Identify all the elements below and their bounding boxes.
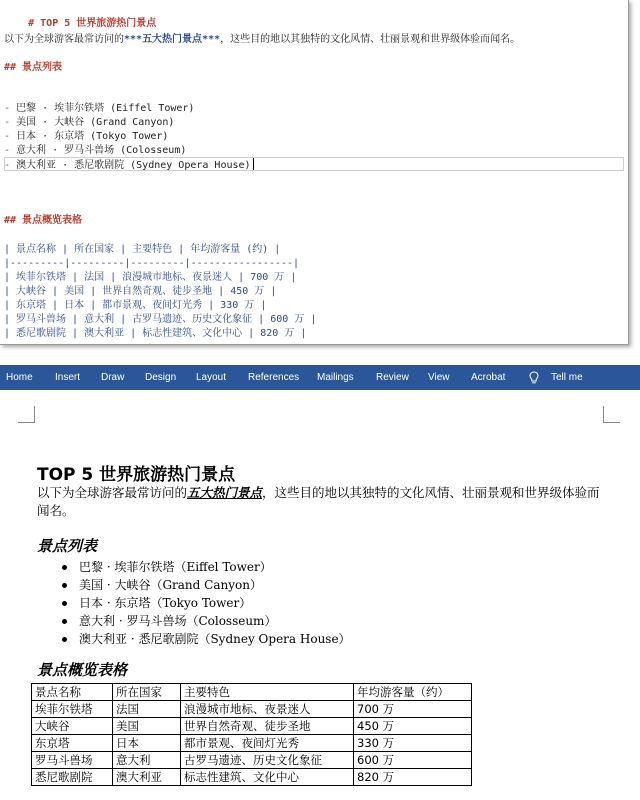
md-h1-mark: # [28,18,35,29]
list-item-text: 美国 · 大峡谷（Grand Canyon） [79,578,262,592]
table-row [32,752,472,769]
table-cell[interactable]: 美国 [113,718,181,735]
md-table-line[interactable]: | 东京塔 | 日本 | 都市景观、夜间灯光秀 | 330 万 | [4,300,267,311]
doc-intro-bold: 五大热门景点 [187,485,263,500]
crop-mark [34,406,35,423]
md-table-line[interactable]: | 罗马斗兽场 | 意大利 | 古罗马遗迹、历史文化象征 | 600 万 | [4,314,317,325]
tab-view[interactable]: View [428,372,450,383]
md-list-item[interactable] [4,102,194,115]
table-cell[interactable]: 浪漫城市地标、夜景迷人 [181,701,354,718]
table-cell[interactable]: 法国 [113,701,181,718]
doc-bullet-list [62,558,351,648]
table-cell[interactable]: 600 万 [354,752,472,769]
table-cell[interactable]: 澳大利亚 [113,769,181,786]
doc-title[interactable]: TOP 5 世界旅游热门景点 [37,465,236,485]
table-cell[interactable]: 古罗马遗迹、历史文化象征 [181,752,354,769]
doc-heading-list[interactable]: 景点列表 [37,537,98,555]
tab-home[interactable]: Home [6,372,33,383]
md-intro-before: 以下为全球游客最常访问的 [4,34,124,45]
list-item[interactable] [62,558,351,576]
md-list-text: 日本 · 东京塔 (Tokyo Tower) [16,131,169,142]
md-dash: - [4,103,11,114]
markdown-editor[interactable] [0,0,629,345]
tab-review[interactable]: Review [376,372,409,383]
table-cell[interactable]: 都市景观、夜间灯光秀 [181,735,354,752]
list-item[interactable] [62,594,351,612]
table-header-cell[interactable]: 所在国家 [113,684,181,701]
table-cell[interactable]: 意大利 [113,752,181,769]
tab-mailings[interactable]: Mailings [317,372,354,383]
tab-insert[interactable]: Insert [55,372,81,383]
table-cell[interactable]: 日本 [113,735,181,752]
bullet-icon [62,637,67,642]
md-list-text: 美国 · 大峡谷 (Grand Canyon) [16,117,175,128]
md-dash: - [4,160,11,171]
md-list-text: 澳大利亚 · 悉尼歌剧院 (Sydney Opera House) [16,160,251,171]
table-cell[interactable]: 大峡谷 [32,718,113,735]
tab-layout[interactable]: Layout [196,372,227,383]
tab-acrobat[interactable]: Acrobat [471,372,506,383]
doc-intro-before: 以下为全球游客最常访问的 [37,485,188,500]
table-cell[interactable]: 东京塔 [32,735,113,752]
table-cell[interactable]: 埃菲尔铁塔 [32,701,113,718]
md-intro-after: ，这些目的地以其独特的文化风情、壮丽景观和世界级体验而闻名。 [220,34,521,45]
crop-mark [18,422,35,423]
table-cell[interactable]: 标志性建筑、文化中心 [181,769,354,786]
bullet-icon [62,619,67,624]
md-list-item[interactable] [4,130,168,143]
md-bold-text: 五大热门景点 [142,34,203,45]
table-row [32,769,472,786]
doc-table [31,683,472,786]
table-header-row [32,684,472,701]
md-dash: - [4,131,11,142]
md-bold-close: *** [202,34,221,45]
list-item[interactable] [62,630,351,648]
table-cell[interactable]: 330 万 [354,735,472,752]
table-header-cell[interactable]: 景点名称 [32,684,113,701]
crop-mark [603,422,620,423]
doc-heading-table[interactable]: 景点概览表格 [37,661,128,679]
md-table-line[interactable]: | 悉尼歌剧院 | 澳大利亚 | 标志性建筑、文化中心 | 820 万 | [4,328,307,339]
md-intro-line[interactable] [4,33,520,46]
tab-design[interactable]: Design [145,372,177,383]
text-caret [253,158,254,170]
list-item-text: 日本 · 东京塔（Tokyo Tower） [79,596,252,610]
table-cell[interactable]: 700 万 [354,701,472,718]
word-window [0,365,640,800]
tab-draw[interactable]: Draw [101,372,125,383]
md-list-item[interactable] [4,144,186,157]
md-list-item[interactable] [4,158,254,172]
list-item-text: 意大利 · 罗马斗兽场（Colosseum） [79,614,277,628]
doc-intro-paragraph[interactable] [37,484,607,520]
table-header-cell[interactable]: 主要特色 [181,684,354,701]
table-row [32,701,472,718]
list-item[interactable] [62,576,351,594]
md-bold-open: *** [124,34,143,45]
md-h1-text: TOP 5 世界旅游热门景点 [40,18,157,29]
table-header-cell[interactable]: 年均游客量（约） [354,684,472,701]
md-table-line[interactable]: |---------|---------|---------|-----------------| [4,258,300,269]
table-cell[interactable]: 820 万 [354,769,472,786]
tell-me-search[interactable]: Tell me [551,372,583,383]
list-item-text: 巴黎 · 埃菲尔铁塔（Eiffel Tower） [79,560,272,574]
md-table-line[interactable]: | 埃菲尔铁塔 | 法国 | 浪漫城市地标、夜景迷人 | 700 万 | [4,272,297,283]
table-cell[interactable]: 悉尼歌剧院 [32,769,113,786]
md-h2-list[interactable]: ## 景点列表 [4,62,63,73]
doc-intro-after: ，这些目的地以其独特的文化风情、壮丽景观和世界级体验而闻名。 [37,485,600,518]
tab-references[interactable]: References [248,372,300,383]
md-table-line[interactable]: | 大峡谷 | 美国 | 世界自然奇观、徒步圣地 | 450 万 | [4,286,277,297]
table-cell[interactable]: 世界自然奇观、徒步圣地 [181,718,354,735]
bullet-icon [62,565,67,570]
md-list-item[interactable] [4,116,174,129]
crop-mark [603,406,604,423]
md-dash: - [4,117,11,128]
ribbon-tab-bar [0,365,640,390]
md-table-line[interactable]: | 景点名称 | 所在国家 | 主要特色 | 年均游客量 (约) | [4,244,281,255]
bullet-icon [62,601,67,606]
md-h2-table[interactable]: ## 景点概览表格 [4,215,83,226]
md-list-text: 巴黎 · 埃菲尔铁塔 (Eiffel Tower) [16,103,195,114]
table-cell[interactable]: 罗马斗兽场 [32,752,113,769]
table-row [32,718,472,735]
list-item[interactable] [62,612,351,630]
table-cell[interactable]: 450 万 [354,718,472,735]
md-list-text: 意大利 · 罗马斗兽场 (Colosseum) [16,145,187,156]
list-item-text: 澳大利亚 · 悉尼歌剧院（Sydney Opera House） [79,632,351,646]
table-row [32,735,472,752]
bullet-icon [62,583,67,588]
lightbulb-icon[interactable] [529,371,539,384]
md-dash: - [4,145,11,156]
